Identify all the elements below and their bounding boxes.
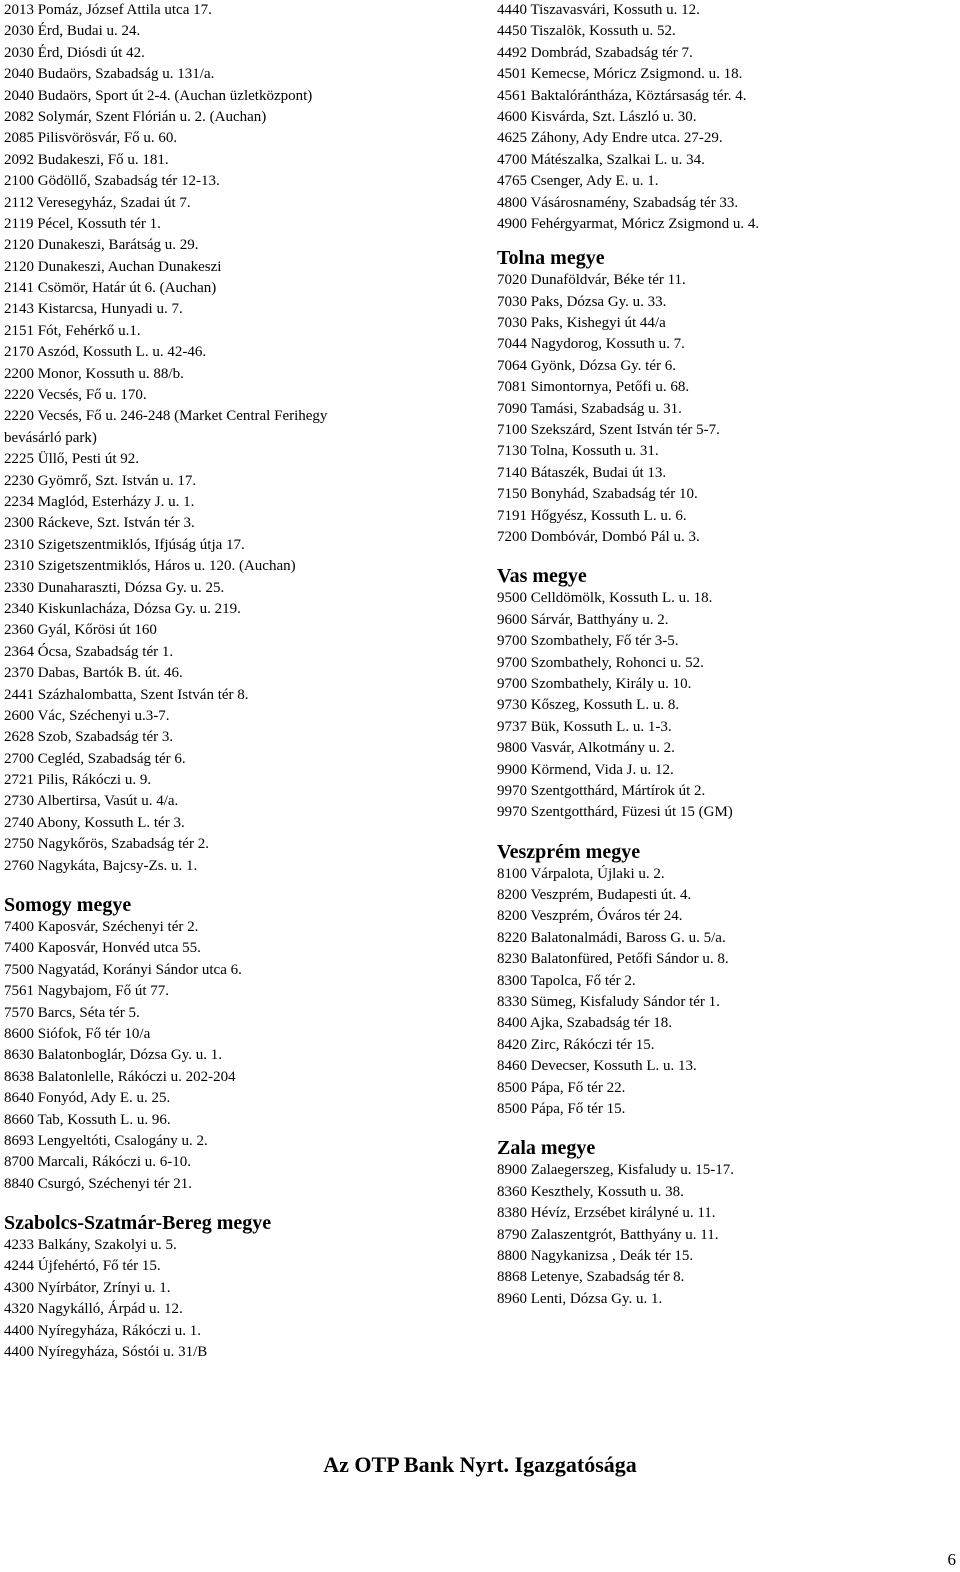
list-item: 7090 Tamási, Szabadság u. 31. [497, 400, 682, 417]
list-item: 7030 Paks, Kishegyi út 44/a [497, 315, 666, 332]
list-item: 2040 Budaörs, Szabadság u. 131/a. [4, 66, 215, 83]
list-item: 4625 Záhony, Ady Endre utca. 27-29. [497, 130, 723, 147]
list-item: 4900 Fehérgyarmat, Móricz Zsigmond u. 4. [497, 215, 760, 232]
section-heading-tolna: Tolna megye [497, 247, 605, 270]
list-item: 2120 Dunakeszi, Barátság u. 29. [4, 237, 199, 254]
list-item: 2200 Monor, Kossuth u. 88/b. [4, 365, 184, 382]
list-item: 7044 Nagydorog, Kossuth u. 7. [497, 336, 685, 353]
list-item: 2760 Nagykáta, Bajcsy-Zs. u. 1. [4, 857, 198, 874]
section-heading-vas: Vas megye [497, 565, 587, 588]
list-item: 2030 Érd, Budai u. 24. [4, 23, 141, 40]
list-item: 9970 Szentgotthárd, Mártírok út 2. [497, 782, 706, 799]
left-column [4, 0, 474, 1363]
list-item: bevásárló park) [4, 429, 97, 446]
list-item: 7150 Bonyhád, Szabadság tér 10. [497, 486, 698, 503]
list-item: 9500 Celldömölk, Kossuth L. u. 18. [497, 590, 713, 607]
list-item: 2721 Pilis, Rákóczi u. 9. [4, 772, 152, 789]
list-item: 4700 Mátészalka, Szalkai L. u. 34. [497, 151, 705, 168]
list-item: 8200 Veszprém, Óváros tér 24. [497, 908, 683, 925]
list-item: 2120 Dunakeszi, Auchan Dunakeszi [4, 258, 222, 275]
szabolcs-branch-list [4, 1235, 474, 1363]
list-item: 8360 Keszthely, Kossuth u. 38. [497, 1183, 684, 1200]
list-item: 4300 Nyírbátor, Zrínyi u. 1. [4, 1279, 171, 1296]
list-item: 2040 Budaörs, Sport út 2-4. (Auchan üzletközpont) [4, 87, 313, 104]
list-item: 8693 Lengyeltóti, Csalogány u. 2. [4, 1132, 208, 1149]
list-item: 2170 Aszód, Kossuth L. u. 42-46. [4, 344, 207, 361]
list-item: 9970 Szentgotthárd, Füzesi út 15 (GM) [497, 804, 733, 821]
list-item: 2750 Nagykőrös, Szabadság tér 2. [4, 836, 209, 853]
list-item: 2330 Dunaharaszti, Dózsa Gy. u. 25. [4, 579, 225, 596]
list-item: 7400 Kaposvár, Honvéd utca 55. [4, 940, 201, 957]
list-item: 7064 Gyönk, Dózsa Gy. tér 6. [497, 357, 676, 374]
list-item: 2143 Kistarcsa, Hunyadi u. 7. [4, 301, 183, 318]
list-item: 8330 Sümeg, Kisfaludy Sándor tér 1. [497, 994, 720, 1011]
list-item: 8900 Zalaegerszeg, Kisfaludy u. 15-17. [497, 1162, 735, 1179]
list-item: 8380 Hévíz, Erzsébet királyné u. 11. [497, 1205, 716, 1222]
list-item: 9800 Vasvár, Alkotmány u. 2. [497, 740, 675, 757]
list-item: 2340 Kiskunlacháza, Dózsa Gy. u. 219. [4, 600, 241, 617]
list-item: 2234 Maglód, Esterházy J. u. 1. [4, 493, 195, 510]
section-heading-zala: Zala megye [497, 1137, 596, 1160]
list-item: 2700 Cegléd, Szabadság tér 6. [4, 750, 186, 767]
list-item: 8868 Letenye, Szabadság tér 8. [497, 1269, 685, 1286]
list-item: 8960 Lenti, Dózsa Gy. u. 1. [497, 1290, 663, 1307]
veszprem-branch-list [497, 864, 957, 1121]
list-item: 2030 Érd, Diósdi út 42. [4, 44, 145, 61]
list-item: 4765 Csenger, Ady E. u. 1. [497, 173, 659, 190]
list-item: 2225 Üllő, Pesti út 92. [4, 451, 140, 468]
list-item: 8460 Devecser, Kossuth L. u. 13. [497, 1058, 697, 1075]
list-item: 7140 Bátaszék, Budai út 13. [497, 464, 667, 481]
list-item: 2360 Gyál, Kőrösi út 160 [4, 622, 157, 639]
list-item: 2112 Veresegyház, Szadai út 7. [4, 194, 191, 211]
list-item: 2441 Százhalombatta, Szent István tér 8. [4, 686, 249, 703]
somogy-branch-list [4, 917, 474, 1195]
list-item: 4440 Tiszavasvári, Kossuth u. 12. [497, 2, 700, 18]
list-item: 7081 Simontornya, Petőfi u. 68. [497, 379, 690, 396]
list-item: 4800 Vásárosnamény, Szabadság tér 33. [497, 194, 739, 211]
list-item: 8840 Csurgó, Széchenyi tér 21. [4, 1175, 193, 1192]
list-item: 2082 Solymár, Szent Flórián u. 2. (Auchan) [4, 108, 267, 125]
list-item: 2300 Ráckeve, Szt. István tér 3. [4, 515, 195, 532]
list-item: 8790 Zalaszentgrót, Batthyány u. 11. [497, 1226, 719, 1243]
list-item: 4400 Nyíregyháza, Sóstói u. 31/B [4, 1344, 208, 1361]
list-item: 8640 Fonyód, Ady E. u. 25. [4, 1090, 171, 1107]
vas-branch-list [497, 588, 957, 823]
list-item: 2100 Gödöllő, Szabadság tér 12-13. [4, 173, 220, 190]
list-item: 2141 Csömör, Határ út 6. (Auchan) [4, 280, 217, 297]
list-item: 9600 Sárvár, Batthyány u. 2. [497, 611, 669, 628]
list-item: 2730 Albertirsa, Vasút u. 4/a. [4, 793, 179, 810]
list-item: 4561 Baktalórántháza, Köztársaság tér. 4. [497, 87, 747, 104]
list-item: 9900 Körmend, Vida J. u. 12. [497, 761, 674, 778]
list-item: 8500 Pápa, Fő tér 15. [497, 1100, 626, 1117]
list-item: 2310 Szigetszentmiklós, Háros u. 120. (Auchan) [4, 558, 296, 575]
list-item: 8660 Tab, Kossuth L. u. 96. [4, 1111, 171, 1128]
signature-footer: Az OTP Bank Nyrt. Igazgatósága [323, 1452, 637, 1477]
list-item: 7500 Nagyatád, Korányi Sándor utca 6. [4, 961, 242, 978]
list-item: 8230 Balatonfüred, Petőfi Sándor u. 8. [497, 951, 729, 968]
list-item: 7130 Tolna, Kossuth u. 31. [497, 443, 659, 460]
list-item: 8500 Pápa, Fő tér 22. [497, 1079, 626, 1096]
list-item: 2370 Dabas, Bartók B. út. 46. [4, 665, 183, 682]
list-item: 2310 Szigetszentmiklós, Ifjúság útja 17. [4, 536, 245, 553]
list-item: 8300 Tapolca, Fő tér 2. [497, 972, 636, 989]
list-item: 4450 Tiszalök, Kossuth u. 52. [497, 23, 676, 40]
list-item: 8200 Veszprém, Budapesti út. 4. [497, 887, 692, 904]
list-item: 4320 Nagykálló, Árpád u. 12. [4, 1301, 183, 1318]
list-item: 8638 Balatonlelle, Rákóczi u. 202-204 [4, 1068, 236, 1085]
list-item: 7200 Dombóvár, Dombó Pál u. 3. [497, 528, 700, 545]
list-item: 7030 Paks, Dózsa Gy. u. 33. [497, 293, 667, 310]
list-item: 8100 Várpalota, Újlaki u. 2. [497, 865, 665, 882]
pest-branch-list [4, 0, 474, 877]
list-item: 9737 Bük, Kossuth L. u. 1-3. [497, 718, 672, 735]
list-item: 2092 Budakeszi, Fő u. 181. [4, 151, 169, 168]
list-item: 8400 Ajka, Szabadság tér 18. [497, 1015, 672, 1032]
list-item: 2220 Vecsés, Fő u. 170. [4, 387, 147, 404]
szabolcs-continued-list [497, 0, 957, 235]
right-column [497, 0, 957, 1310]
list-item: 9700 Szombathely, Rohonci u. 52. [497, 654, 704, 671]
list-item: 2151 Fót, Fehérkő u.1. [4, 322, 141, 339]
list-item: 4501 Kemecse, Móricz Zsigmond. u. 18. [497, 66, 743, 83]
page-number: 6 [947, 1550, 956, 1569]
list-item: 8800 Nagykanizsa , Deák tér 15. [497, 1247, 694, 1264]
list-item: 2013 Pomáz, József Attila utca 17. [4, 2, 212, 18]
list-item: 2119 Pécel, Kossuth tér 1. [4, 215, 161, 232]
list-item: 9700 Szombathely, Fő tér 3-5. [497, 633, 679, 650]
list-item: 2628 Szob, Szabadság tér 3. [4, 729, 174, 746]
tolna-branch-list [497, 270, 957, 548]
list-item: 2085 Pilisvörösvár, Fő u. 60. [4, 130, 178, 147]
list-item: 4233 Balkány, Szakolyi u. 5. [4, 1237, 177, 1254]
list-item: 2230 Gyömrő, Szt. István u. 17. [4, 472, 197, 489]
section-heading-veszprem: Veszprém megye [497, 840, 641, 863]
list-item: 7561 Nagybajom, Fő út 77. [4, 983, 169, 1000]
list-item: 8220 Balatonalmádi, Baross G. u. 5/a. [497, 929, 726, 946]
list-item: 4400 Nyíregyháza, Rákóczi u. 1. [4, 1322, 202, 1339]
list-item: 7400 Kaposvár, Széchenyi tér 2. [4, 919, 199, 936]
list-item: 8700 Marcali, Rákóczi u. 6-10. [4, 1154, 192, 1171]
list-item: 8600 Siófok, Fő tér 10/a [4, 1025, 151, 1042]
list-item: 7100 Szekszárd, Szent István tér 5-7. [497, 422, 720, 439]
list-item: 2220 Vecsés, Fő u. 246-248 (Market Central Ferihegy [4, 408, 328, 425]
list-item: 8420 Zirc, Rákóczi tér 15. [497, 1036, 655, 1053]
list-item: 4492 Dombrád, Szabadság tér 7. [497, 44, 693, 61]
list-item: 9700 Szombathely, Király u. 10. [497, 675, 692, 692]
list-item: 4244 Újfehértó, Fő tér 15. [4, 1258, 161, 1275]
list-item: 2740 Abony, Kossuth L. tér 3. [4, 814, 185, 831]
zala-branch-list [497, 1160, 957, 1310]
list-item: 9730 Kőszeg, Kossuth L. u. 8. [497, 697, 680, 714]
section-heading-somogy: Somogy megye [4, 894, 132, 917]
list-item: 2600 Vác, Széchenyi u.3-7. [4, 707, 170, 724]
section-heading-szabolcs: Szabolcs-Szatmár-Bereg megye [4, 1212, 272, 1235]
list-item: 8630 Balatonboglár, Dózsa Gy. u. 1. [4, 1047, 222, 1064]
list-item: 7570 Barcs, Séta tér 5. [4, 1004, 140, 1021]
list-item: 7191 Hőgyész, Kossuth L. u. 6. [497, 507, 687, 524]
list-item: 7020 Dunaföldvár, Béke tér 11. [497, 272, 686, 289]
list-item: 4600 Kisvárda, Szt. László u. 30. [497, 108, 697, 125]
list-item: 2364 Ócsa, Szabadság tér 1. [4, 643, 174, 660]
